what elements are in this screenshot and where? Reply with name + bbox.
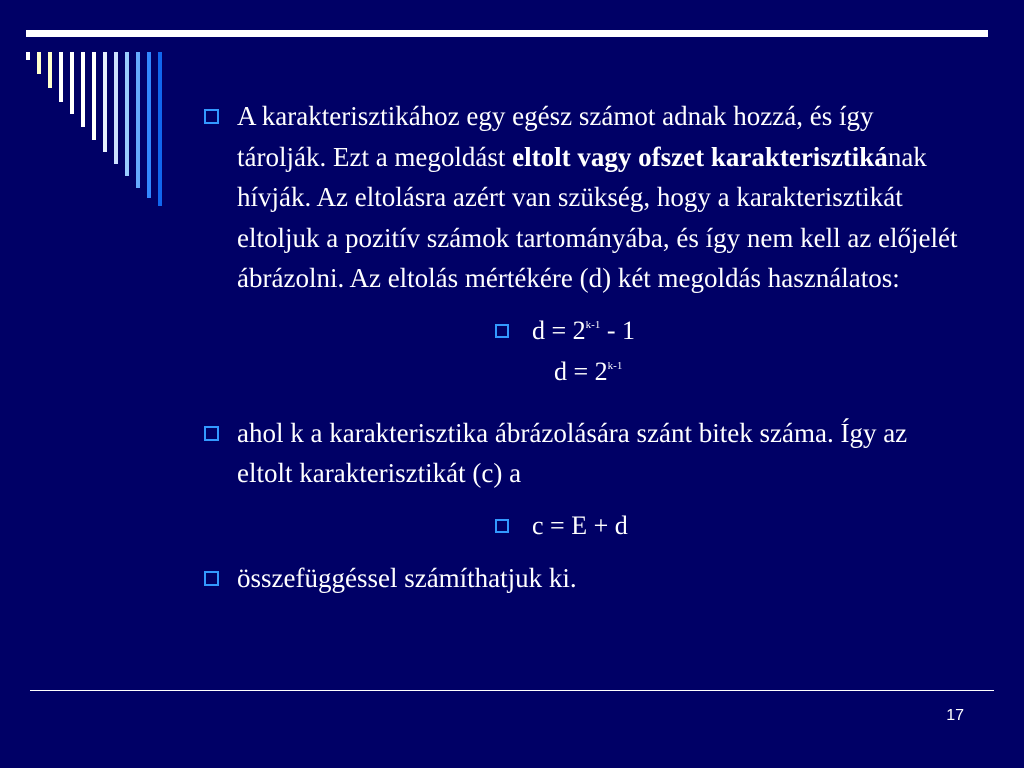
formula-d-minus-one xyxy=(495,313,960,354)
formula1-tail: - 1 xyxy=(600,315,636,345)
hollow-square-icon xyxy=(495,519,509,533)
page-number: 17 xyxy=(946,707,964,724)
top-decorative-bar xyxy=(26,30,988,37)
hollow-square-icon xyxy=(495,324,509,338)
bullet-paragraph-3 xyxy=(200,558,960,599)
stripe xyxy=(136,52,140,188)
stripe xyxy=(48,52,52,88)
formula-group-c xyxy=(495,508,960,544)
formula-group-d xyxy=(495,313,960,395)
paragraph3-text: összefüggéssel számíthatjuk ki. xyxy=(237,562,577,593)
paragraph1-text-end: nak hívják. Az eltolásra azért van szükség, hogy a karakterisztikát eltoljuk a pozitív számok tartományába, és így nem kell az előjelét ábrázolni. Az eltolás mértékére (d) két megoldás használatos: xyxy=(237,141,958,293)
stripe xyxy=(125,52,129,176)
formula1-base: d = 2 xyxy=(532,315,586,345)
paragraph1-bold: eltolt vagy ofszet karakterisztiká xyxy=(512,141,888,172)
slide-content xyxy=(200,96,960,598)
formula2-base: d = 2 xyxy=(554,356,608,386)
stripe xyxy=(37,52,41,74)
footer-divider xyxy=(30,690,994,691)
stripe xyxy=(103,52,107,152)
hollow-square-icon xyxy=(204,109,219,124)
stripe xyxy=(59,52,63,102)
stripe xyxy=(92,52,96,140)
hollow-square-icon xyxy=(204,571,219,586)
stripe xyxy=(114,52,118,164)
stripe xyxy=(70,52,74,114)
paragraph1-text: A karakterisztikához egy egész számot adnak hozzá, és így tárolják. Ezt a megoldást xyxy=(237,101,874,172)
formula1-exponent: k-1 xyxy=(585,318,601,331)
stripe xyxy=(158,52,162,206)
stripe xyxy=(26,52,30,60)
formula-c: c = E + d xyxy=(532,510,628,540)
stripe xyxy=(147,52,151,198)
bullet-paragraph-2 xyxy=(200,413,960,494)
bullet-paragraph-1 xyxy=(200,96,960,299)
formula2-exponent: k-1 xyxy=(607,359,623,372)
formula-d xyxy=(495,354,960,395)
hollow-square-icon xyxy=(204,426,219,441)
decorative-stripes xyxy=(26,52,176,212)
paragraph2-text: ahol k a karakterisztika ábrázolására szánt bitek száma. Így az eltolt karakterisztikát (c) a xyxy=(237,417,908,488)
stripe xyxy=(81,52,85,127)
